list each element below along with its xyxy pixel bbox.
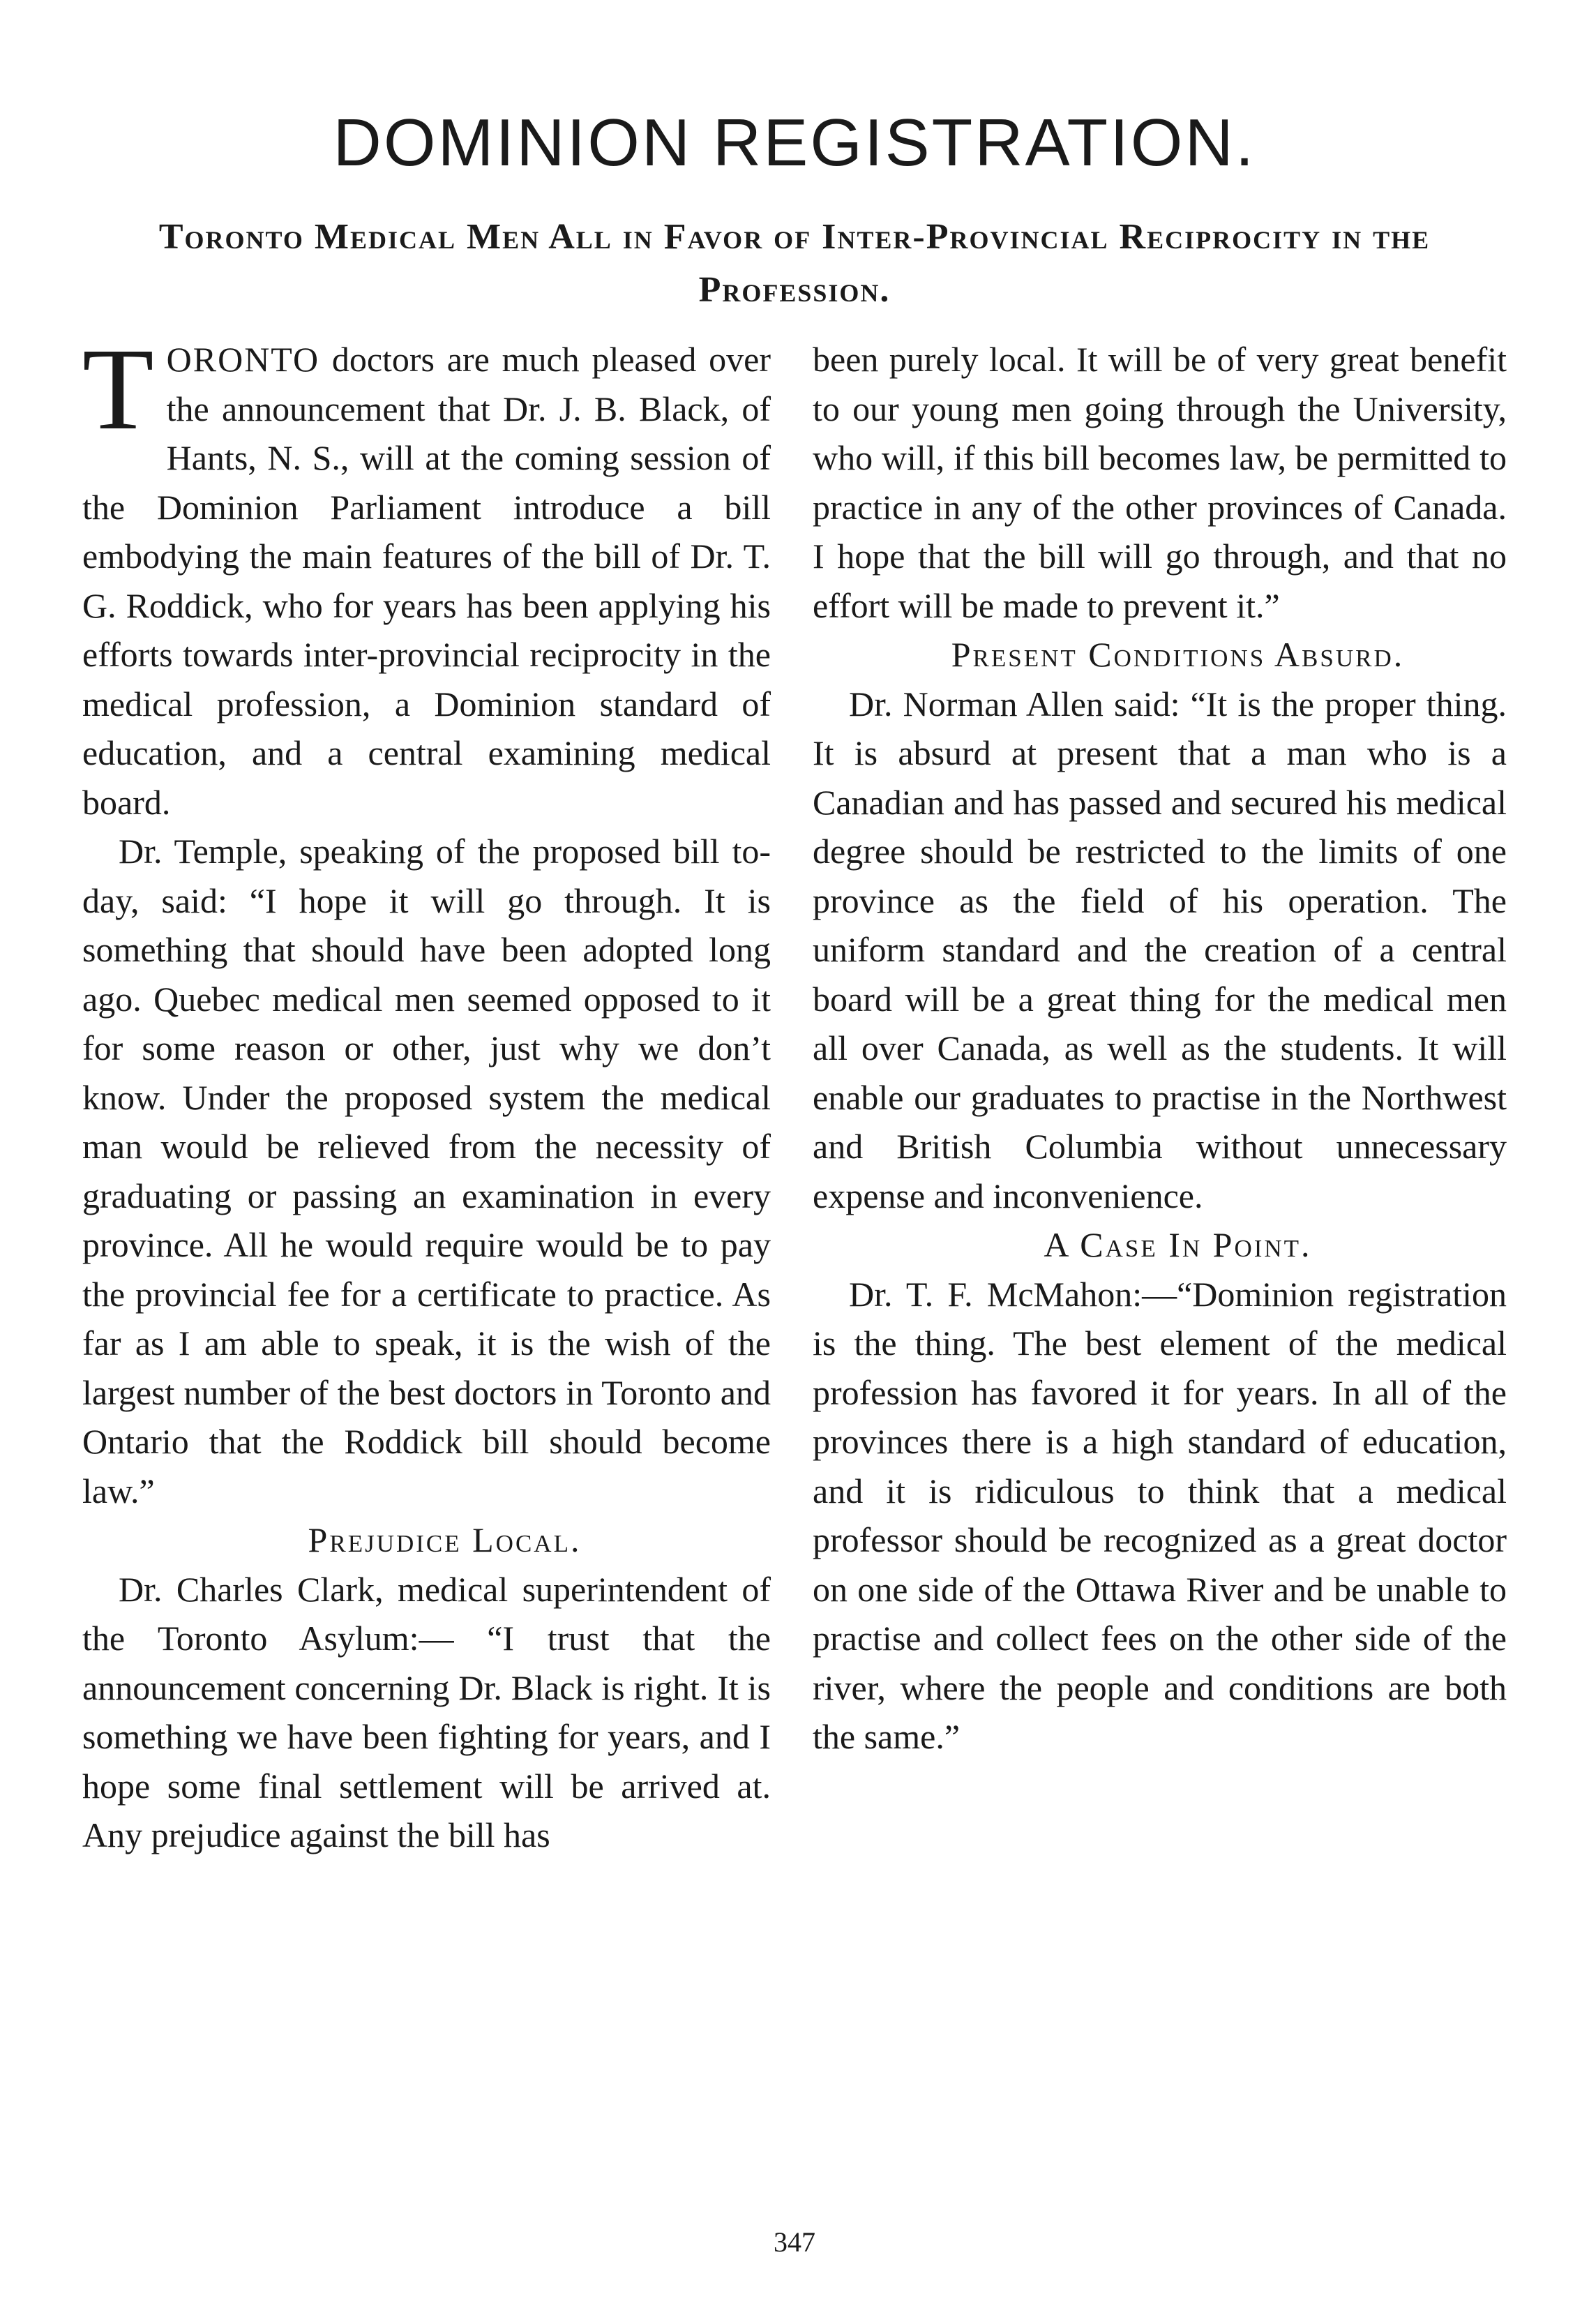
drop-cap: T bbox=[82, 324, 154, 454]
article-title: DOMINION REGISTRATION. bbox=[333, 105, 1256, 180]
right-column bbox=[813, 335, 1507, 1762]
clark-paragraph-continued: been purely local. It will be of very great benefit to our young men going through the University, who will, if this bill becomes law, be permitted to practice in any of the other provinces of Canada. I hope that the bill will go through, and that no effort will be made to prevent it.” bbox=[813, 340, 1507, 625]
temple-paragraph: Dr. Temple, speaking of the proposed bill to-day, said: “I hope it will go through. It is something that should have been adopted long ago. Quebec medical men seemed opposed to it for some reason or other, just why we don’t know. Under the proposed system the medical man would be relieved from the necessity of graduating or passing an examination in every province. All he would require would be to pay the provincial fee for a certificate to practice. As far as I am able to speak, it is the wish of the largest number of the best doctors in Toronto and Ontario that the Roddick bill should become law.” bbox=[82, 832, 771, 1510]
clark-paragraph: Dr. Charles Clark, medical superintendent of the Toronto Asylum:— “I trust that the announcement concerning Dr. Black is right. It is something we have been fighting for years, and I hope some final settlement will be arrived at. Any prejudice against the bill has bbox=[82, 1569, 771, 1854]
section-heading-case-in-point: A Case In Point. bbox=[1044, 1225, 1312, 1264]
allen-paragraph: Dr. Norman Allen said: “It is the proper thing. It is absurd at present that a man who is a Canadian and has passed and secured his medical degree should be restricted to the limits of one province as the field of his operation. The uniform standard and the creation of a central board will be a great thing for the medical men all over Canada, as well as the students. It will enable our graduates to practise in the Northwest and British Columbia without unnecessary expense and inconvenience. bbox=[813, 684, 1507, 1215]
intro-text: doctors are much pleased over the announcement that Dr. J. B. Black, of Hants, N. S., will at the coming session of the Dominion Parliament introduce a bill embodying the main features of the bill of Dr. T. G. Roddick, who for years has been applying his efforts towards inter-provincial reciprocity in the medical profession, a Dominion standard of education, and a central examining medical board. bbox=[82, 340, 771, 822]
section-heading-prejudice-local: Prejudice Local. bbox=[308, 1520, 582, 1559]
section-heading-present-conditions: Present Conditions Absurd. bbox=[951, 635, 1405, 674]
intro-paragraph bbox=[82, 324, 771, 827]
intro-lead-word: ORONTO bbox=[166, 340, 320, 379]
page-number: 347 bbox=[774, 2226, 815, 2258]
article-subtitle: Toronto Medical Men All in Favor of Inter-Provincial Reciprocity in the Profession. bbox=[158, 217, 1431, 310]
mcmahon-paragraph: Dr. T. F. McMahon:—“Dominion registration is the thing. The best element of the medical profession has favored it for years. In all of the provinces there is a high standard of education, and it is ridiculous to think that a medical professor should be recognized as a great doctor on one side of the Ottawa River and be unable to practise and collect fees on the other side of the river, where the people and conditions are both the same.” bbox=[813, 1274, 1507, 1756]
left-column bbox=[82, 324, 771, 1860]
